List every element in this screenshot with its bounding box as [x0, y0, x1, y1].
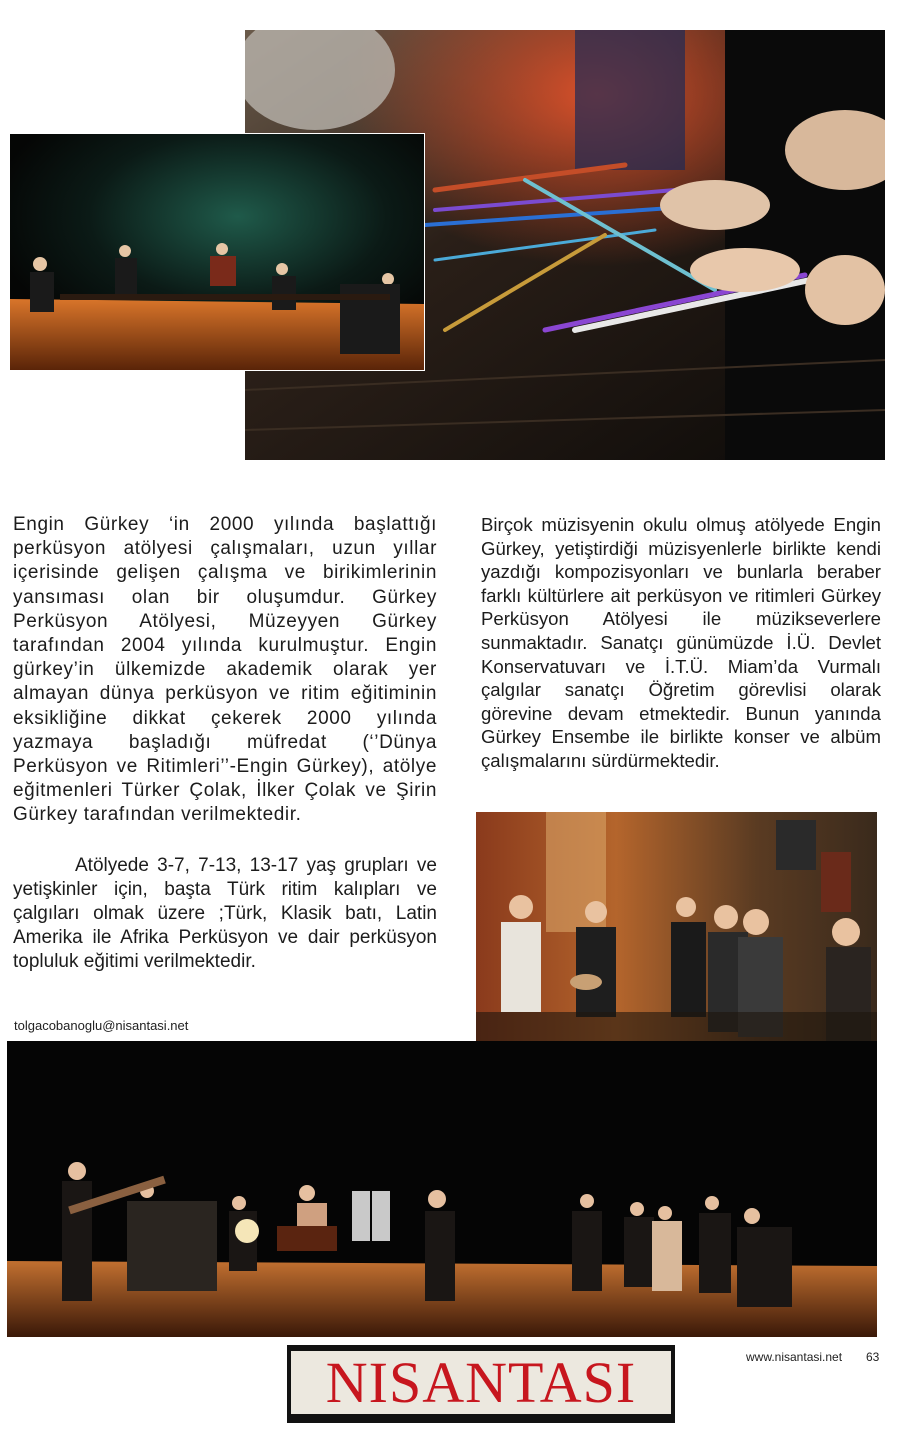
masthead-panel [291, 1351, 671, 1414]
footer-website: www.nisantasi.net [746, 1350, 843, 1364]
article-paragraph: Engin Gürkey ‘in 2000 yılında başlattığı perküsyon atölyesi çalışmaları, uzun yıllar içerisinde gelişen çalışma ve birikimlerinin yansıması olan bir oluşumdur. Gürkey Perküsyon Atölyesi, Müzeyyen Gürkey tarafından 2004 yılında kurulmuştur. Engin gürkey’in ülkemizde akademik olarak yer almayan dünya perküsyon ve ritim eğitiminin eksikliğine dikkat çekerek 2000 yılında yazmaya başladığı müfredat (‘’Dünya Perküsyon ve Ritimleri’’-Engin Gürkey), atölye eğitmenleri Türker Çolak, İlker Çolak ve Şirin Gürkey tarafından verilmektedir. [13, 514, 437, 826]
masthead-title: NISANTASI [325, 1350, 637, 1415]
article-left-column [13, 513, 437, 975]
photo-workshop-group [476, 812, 877, 1044]
article-paragraph: Birçok müzisyenin okulu olmuş atölyede Engin Gürkey, yetiştirdiği müzisyenlerle birlikte kendi yazdığı kompozisyonları ve bunlarla beraber farklı kültürlere ait perküsyon ve ritimleri Gürkey Perküsyon Atölyesi ile müzikseverlere sunmaktadır. Sanatçı günümüzde İ.Ü. Devlet Konservatuvarı ve İ.T.Ü. Miam’da Vurmalı çalgılar sanatçı Öğretim görevlisi olarak görevine devam etmektedir. Bunun yanında Gürkey Ensembe ile birlikte konser ve albüm çalışmalarını sürdürmektedir. [481, 514, 881, 771]
author-email: tolgacobanoglu@nisantasi.net [14, 1018, 189, 1033]
magazine-masthead [287, 1345, 675, 1423]
photo-stage-ensemble [9, 133, 425, 371]
page-number: 63 [866, 1350, 880, 1364]
photo-concert-stage [7, 1041, 877, 1337]
article-right-column [481, 513, 881, 773]
article-paragraph: Atölyede 3-7, 7-13, 13-17 yaş grupları ve yetişkinler için, başta Türk ritim kalıpları ve çalgıları olmak üzere ;Türk, Klasik batı, Latin Amerika ile Afrika Perküsyon ve dair perküsyon topluluk eğitimi verilmektedir. [13, 854, 437, 973]
